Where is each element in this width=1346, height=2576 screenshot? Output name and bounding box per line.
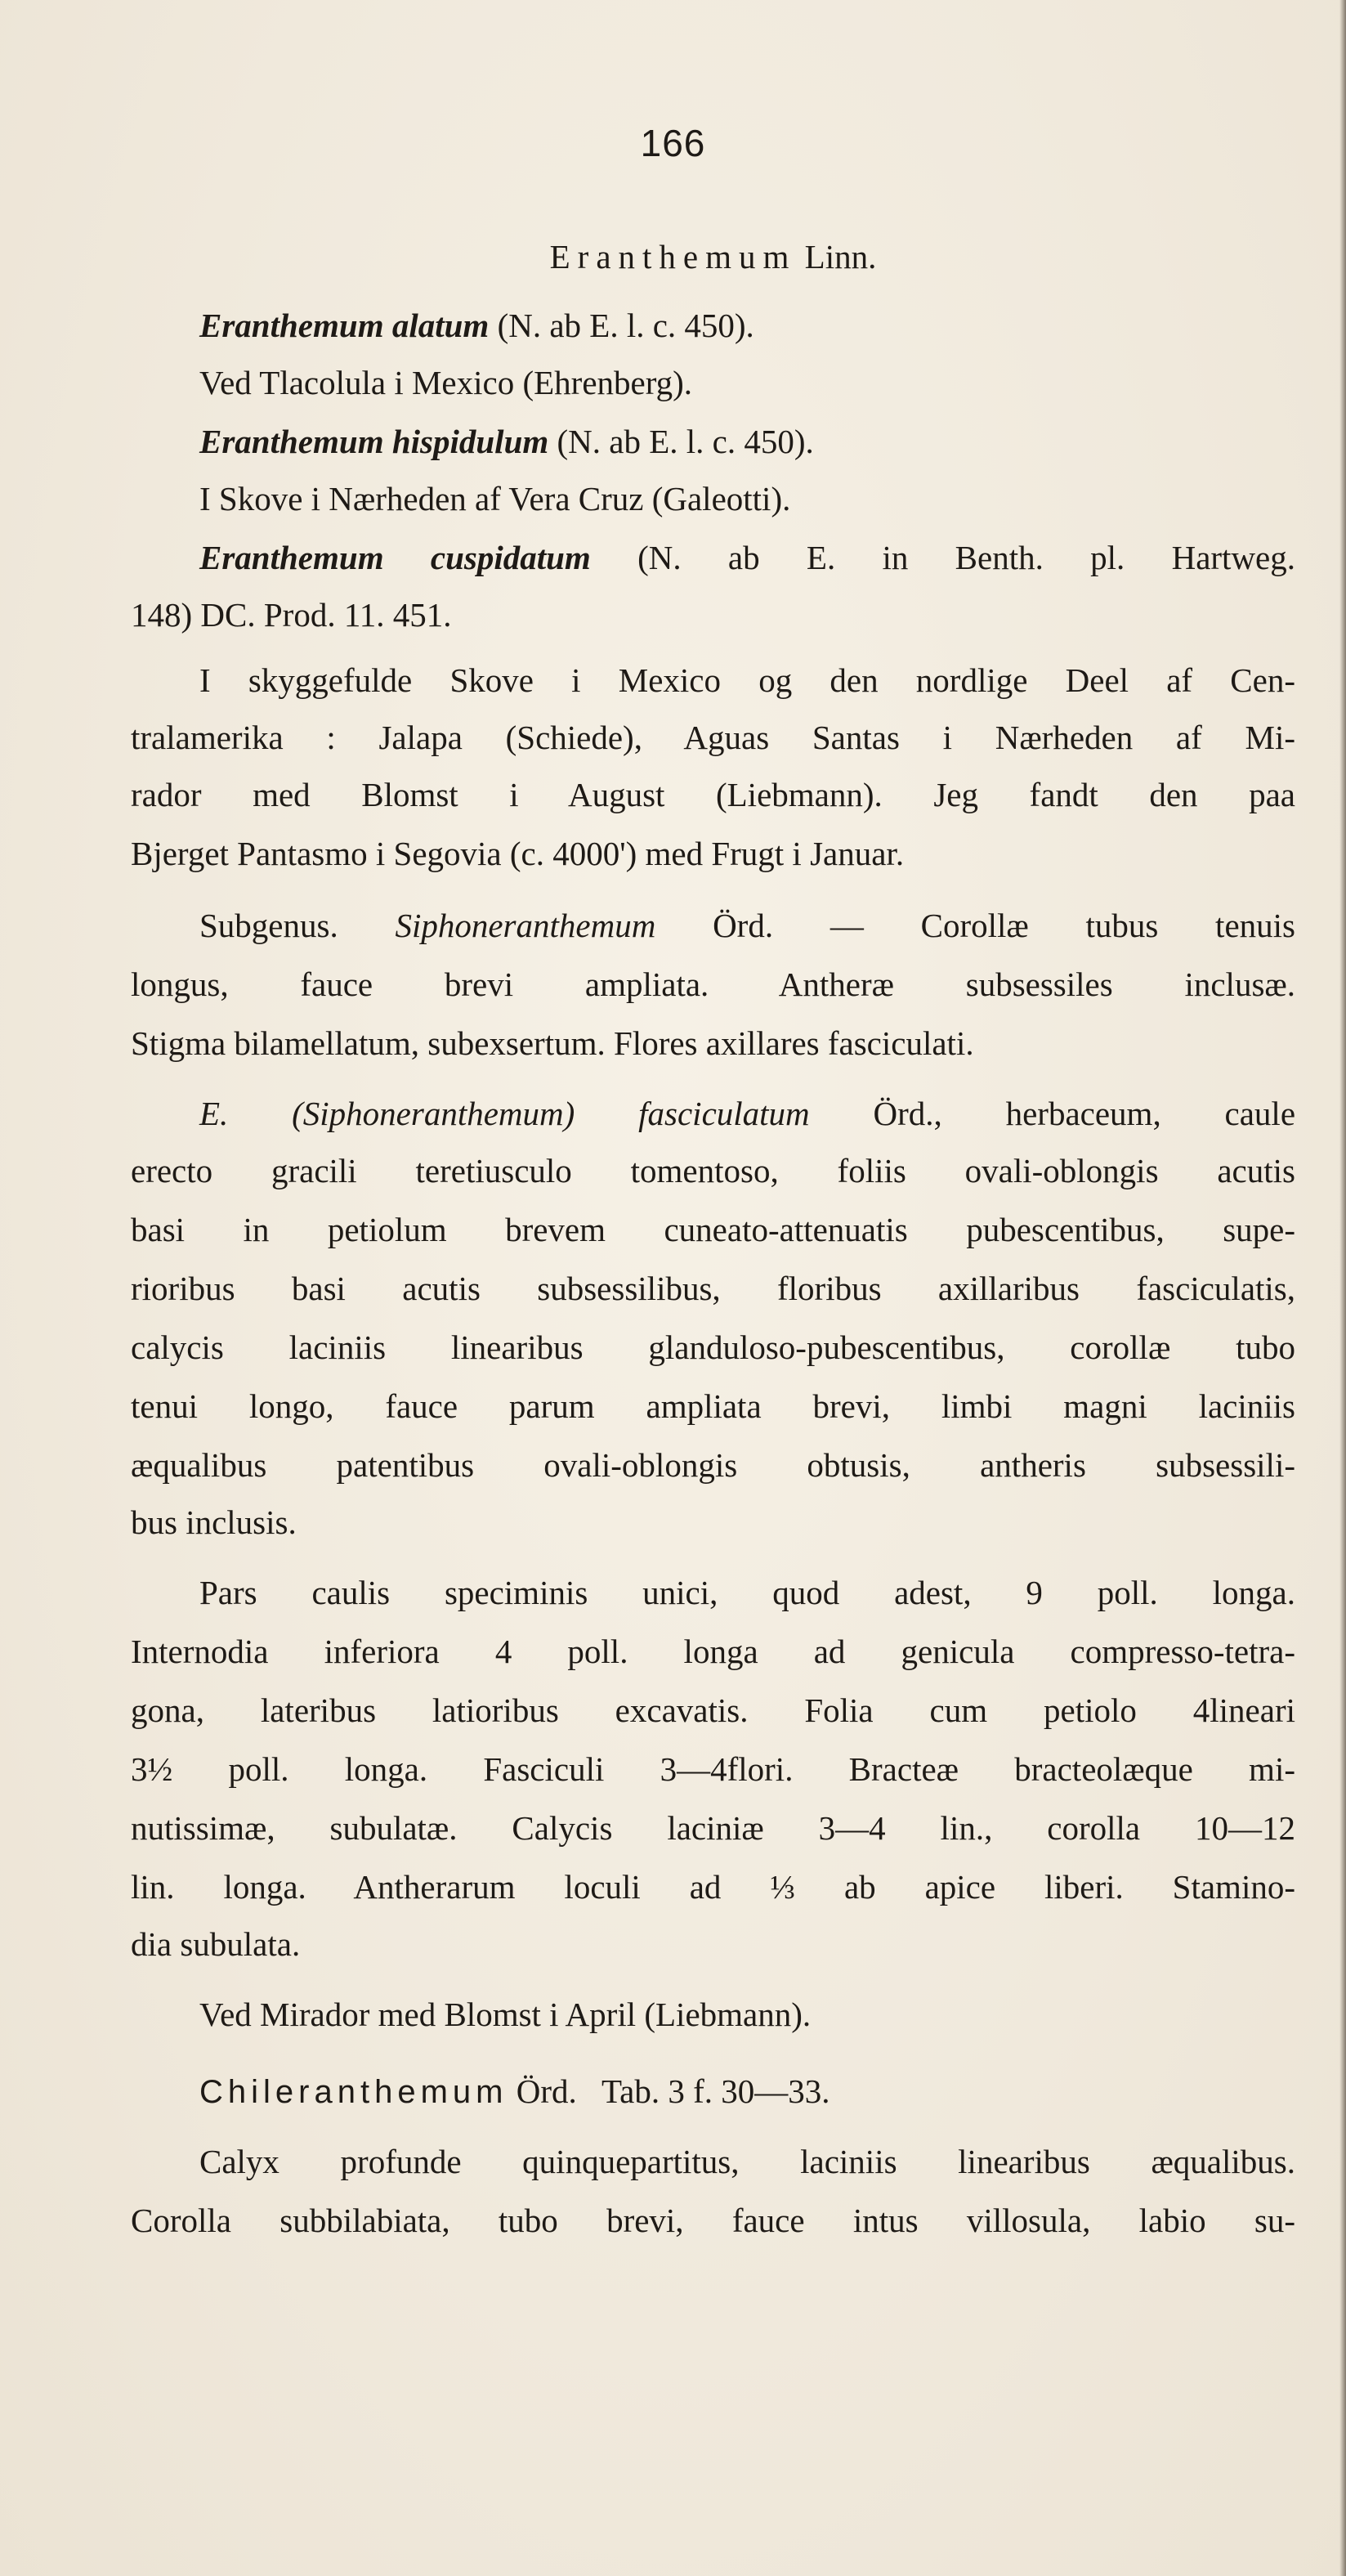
species-prefix: E. bbox=[199, 1095, 229, 1132]
diagnosis-text: Örd., herbaceum, caule bbox=[873, 1095, 1295, 1132]
description-line: dia subulata. bbox=[131, 1925, 301, 1963]
description-line: nutissimæ, subulatæ. Calycis laciniæ 3—4 lin., corolla 10—12 bbox=[131, 1809, 1295, 1847]
diagnosis-line: æqualibus patentibus ovali-oblongis obtusis, antheris subsessili- bbox=[131, 1446, 1295, 1484]
paragraph-line: Bjerget Pantasmo i Segovia (c. 4000') med Frugt i Januar. bbox=[131, 835, 905, 872]
species-citation: (N. ab E. l. c. 450). bbox=[497, 307, 754, 344]
description-line: gona, lateribus latioribus excavatis. Folia cum petiolo 4lineari bbox=[131, 1691, 1295, 1729]
genus2-description-line: Calyx profunde quinquepartitus, laciniis linearibus æqualibus. bbox=[199, 2143, 1295, 2180]
genus2-description-line: Corolla subbilabiata, tubo brevi, fauce intus villosula, labio su- bbox=[131, 2202, 1295, 2239]
species-entry bbox=[131, 531, 1295, 584]
species-name: (Siphoneranthemum) fasciculatum bbox=[292, 1095, 810, 1132]
subgenus-line bbox=[131, 899, 1295, 952]
paragraph-line: Stigma bilamellatum, subexsertum. Flores axillares fasciculati. bbox=[131, 1024, 974, 1062]
diagnosis-line: tenui longo, fauce parum ampliata brevi, limbi magni laciniis bbox=[131, 1387, 1295, 1425]
species-citation: (N. ab E. in Benth. pl. Hartweg. bbox=[637, 539, 1295, 576]
genus2-ref: Tab. 3 f. 30—33. bbox=[601, 2072, 830, 2110]
species-entry bbox=[131, 415, 1295, 468]
genus2-heading bbox=[131, 2065, 1295, 2118]
subgenus-text: — Corollæ tubus tenuis bbox=[830, 907, 1295, 944]
paragraph-line: tralamerika : Jalapa (Schiede), Aguas Santas i Nærheden af Mi- bbox=[131, 719, 1295, 756]
genus2-author: Örd. bbox=[516, 2072, 577, 2110]
paragraph-line: I skyggefulde Skove i Mexico og den nordlige Deel af Cen- bbox=[199, 661, 1295, 699]
genus-name: Eranthemum bbox=[549, 238, 797, 276]
subgenus-name: Siphoneranthemum bbox=[395, 907, 656, 944]
species-citation: (N. ab E. l. c. 450). bbox=[557, 423, 814, 460]
species-name: Eranthemum cuspidatum bbox=[199, 539, 591, 576]
species-diagnosis-first bbox=[131, 1087, 1295, 1140]
species-locality: Ved Tlacolula i Mexico (Ehrenberg). bbox=[199, 364, 693, 401]
page-edge-shadow bbox=[1339, 0, 1346, 2576]
species-name: Eranthemum alatum bbox=[199, 307, 490, 344]
description-line: lin. longa. Antherarum loculi ad ⅓ ab apice liberi. Stamino- bbox=[131, 1868, 1295, 1906]
description-line: Internodia inferiora 4 poll. longa ad genicula compresso-tetra- bbox=[131, 1633, 1295, 1670]
genus-heading bbox=[131, 231, 1295, 283]
subgenus-author: Örd. bbox=[713, 907, 774, 944]
species-locality: I Skove i Nærheden af Vera Cruz (Galeotti). bbox=[199, 480, 791, 517]
page-number: 166 bbox=[640, 122, 706, 164]
genus2-name: Chileranthemum bbox=[199, 2074, 508, 2110]
diagnosis-line: erecto gracili teretiusculo tomentoso, foliis ovali-oblongis acutis bbox=[131, 1152, 1295, 1189]
species-name: Eranthemum hispidulum bbox=[199, 423, 549, 460]
description-line: 3½ poll. longa. Fasciculi 3—4flori. Bracteæ bracteolæque mi- bbox=[131, 1750, 1295, 1788]
description-line: Pars caulis speciminis unici, quod adest, 9 poll. longa. bbox=[199, 1574, 1295, 1611]
species-entry bbox=[131, 299, 1295, 352]
diagnosis-line: bus inclusis. bbox=[131, 1503, 297, 1541]
diagnosis-line: calycis laciniis linearibus glanduloso-pubescentibus, corollæ tubo bbox=[131, 1328, 1295, 1366]
genus-authority: Linn. bbox=[804, 238, 877, 276]
paragraph-line: longus, fauce brevi ampliata. Antheræ subsessiles inclusæ. bbox=[131, 965, 1295, 1003]
diagnosis-line: rioribus basi acutis subsessilibus, floribus axillaribus fasciculatis, bbox=[131, 1270, 1295, 1307]
species-citation-cont: 148) DC. Prod. 11. 451. bbox=[131, 596, 452, 634]
locality-line: Ved Mirador med Blomst i April (Liebmann). bbox=[199, 1996, 812, 2033]
paragraph-line: rador med Blomst i August (Liebmann). Jeg fandt den paa bbox=[131, 776, 1295, 813]
subgenus-label: Subgenus. bbox=[199, 907, 338, 944]
diagnosis-line: basi in petiolum brevem cuneato-attenuatis pubescentibus, supe- bbox=[131, 1211, 1295, 1248]
